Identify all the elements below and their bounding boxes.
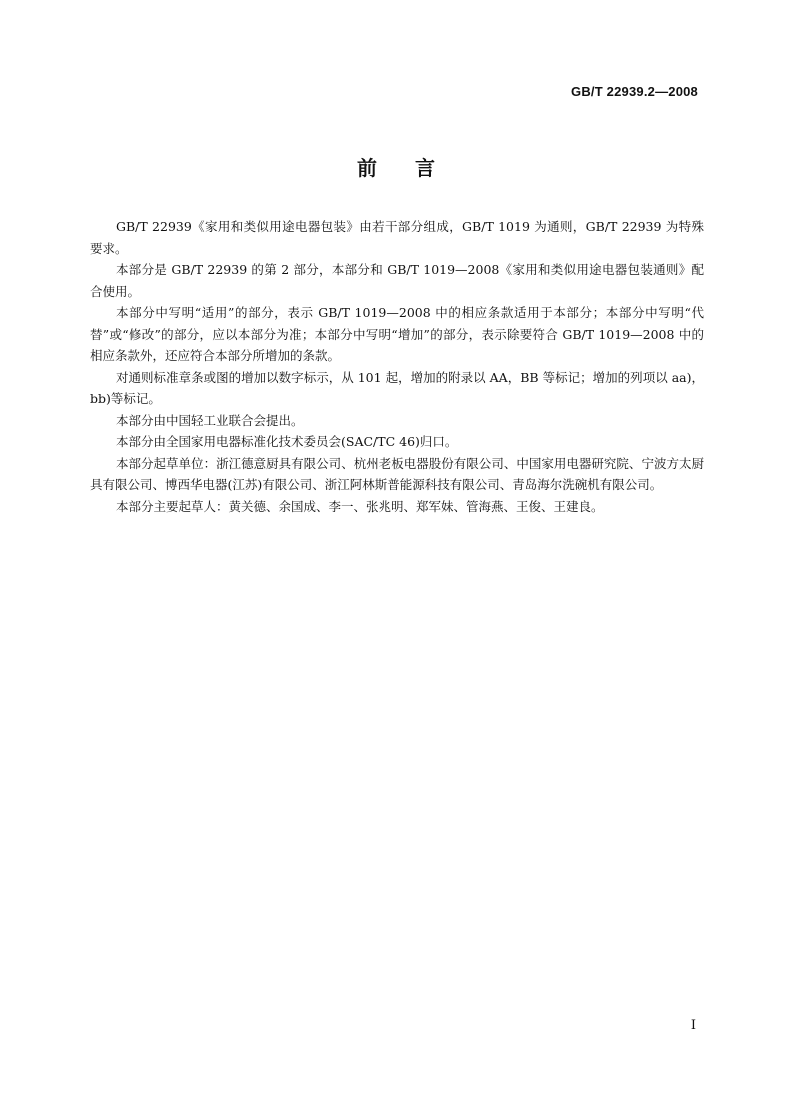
page-title: 前言 (357, 156, 473, 180)
paragraph-usage-terms: 本部分中写明“适用”的部分，表示 GB/T 1019—2008 中的相应条款适用于本部分；本部分中写明“代替”或“修改”的部分，应以本部分为准；本部分中写明“增加”的部分，表示除要符合 GB/T 1019—2008 中的相应条款外，还应符合本部分所增加的条款。 (90, 305, 704, 363)
foreword-body (90, 216, 704, 517)
paragraph-scope: 本部分是 GB/T 22939 的第 2 部分，本部分和 GB/T 1019—2008《家用和类似用途电器包装通则》配合使用。 (90, 262, 704, 299)
paragraph-committee: 本部分由全国家用电器标准化技术委员会(SAC/TC 46)归口。 (116, 434, 458, 449)
paragraph-structure: GB/T 22939《家用和类似用途电器包装》由若干部分组成，GB/T 1019 为通则，GB/T 22939 为特殊要求。 (90, 219, 704, 256)
paragraph-proposer: 本部分由中国轻工业联合会提出。 (116, 412, 304, 428)
page-number: I (690, 1018, 696, 1033)
paragraph-drafters: 本部分主要起草人：黄关德、余国成、李一、张兆明、郑军妹、管海燕、王俊、王建良。 (116, 498, 604, 514)
standard-number: GB/T 22939.2—2008 (571, 84, 698, 99)
paragraph-drafting-units: 本部分起草单位：浙江德意厨具有限公司、杭州老板电器股份有限公司、中国家用电器研究院、宁波方太厨具有限公司、博西华电器(江苏)有限公司、浙江阿林斯普能源科技有限公司、青岛海尔洗碗机有限公司。 (90, 455, 704, 492)
paragraph-numbering: 对通则标准章条或图的增加以数字标示，从 101 起，增加的附录以 AA，BB 等标记；增加的列项以 aa)，bb)等标记。 (90, 369, 704, 406)
